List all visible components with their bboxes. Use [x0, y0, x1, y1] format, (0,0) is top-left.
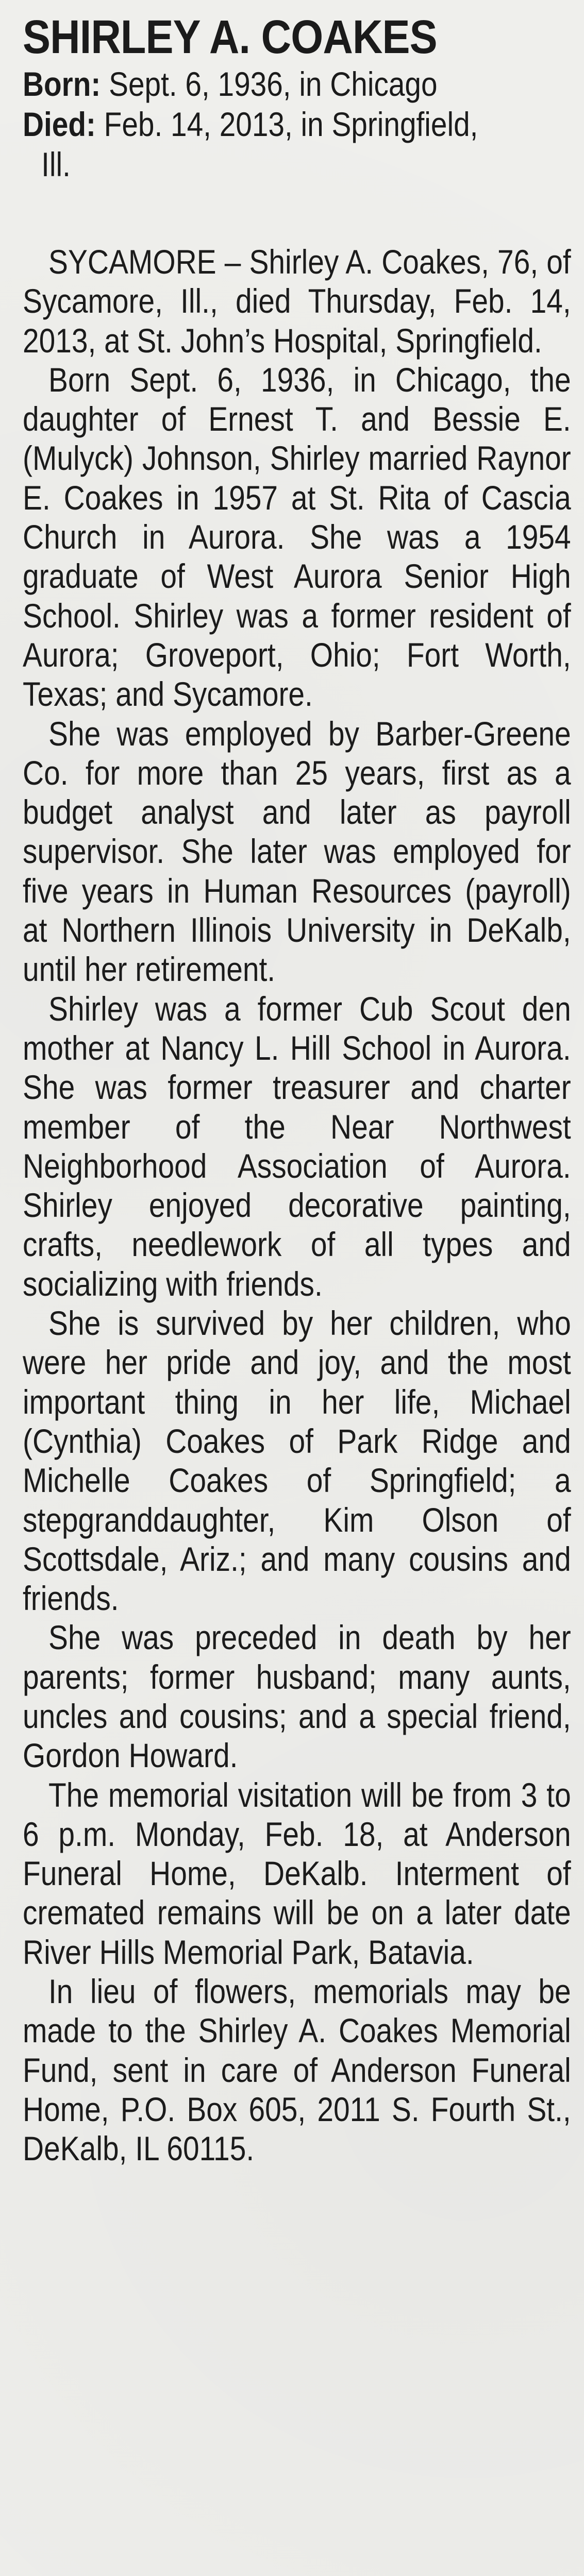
died-value: Feb. 14, 2013, in Springfield,	[104, 105, 478, 143]
obituary-body	[23, 242, 571, 2168]
born-label: Born:	[23, 65, 101, 103]
paragraph-death-notice: SYCAMORE – Shirley A. Coakes, 76, of Sycamore, Ill., died Thursday, Feb. 14, 2013, at St. John’s Hospital, Springfield.	[23, 243, 571, 360]
died-line	[23, 104, 562, 184]
born-line	[23, 64, 562, 104]
obituary-headline: SHIRLEY A. COAKES	[23, 11, 437, 63]
paragraph-employment: She was employed by Barber-Greene Co. for more than 25 years, first as a budget analyst and later as payroll supervisor. She later was employed for five years in Human Resources (payroll) at Northern Illinois University in DeKalb, until her retirement.	[23, 714, 571, 989]
paragraph-preceded: She was preceded in death by her parents; former husband; many aunts, uncles and cousins; and a special friend, Gordon Howard.	[23, 1618, 571, 1775]
paragraph-memorials: In lieu of flowers, memorials may be made to the Shirley A. Coakes Memorial Fund, sent in care of Anderson Funeral Home, P.O. Box 605, 2011 S. Fourth St., DeKalb, IL 60115.	[23, 1972, 571, 2168]
born-value: Sept. 6, 1936, in Chicago	[109, 65, 438, 103]
paragraph-survivors: She is survived by her children, who were her pride and joy, and the most important thing in her life, Michael (Cynthia) Coakes of Park Ridge and Michelle Coakes of Springfield; a stepgranddaughter, Kim Olson of Scottsdale, Ariz.; and many cousins and friends.	[23, 1304, 571, 1618]
paragraph-community: Shirley was a former Cub Scout den mother at Nancy L. Hill School in Aurora. She was former treasurer and charter member of the Near Northwest Neighborhood Association of Aurora. Shirley enjoyed decorative painting, crafts, needlework of all types and socializing with friends.	[23, 989, 571, 1303]
paragraph-visitation: The memorial visitation will be from 3 to 6 p.m. Monday, Feb. 18, at Anderson Funeral Home, DeKalb. Interment of cremated remains will be on a later date River Hills Memorial Park, Batavia.	[23, 1775, 571, 1971]
paragraph-biography: Born Sept. 6, 1936, in Chicago, the daughter of Ernest T. and Bessie E. (Mulyck) Johnson, Shirley married Raynor E. Coakes in 1957 at St. Rita of Cascia Church in Aurora. She was a 1954 graduate of West Aurora Senior High School. Shirley was a former resident of Aurora; Groveport, Ohio; Fort Worth, Texas; and Sycamore.	[23, 360, 571, 714]
died-label: Died:	[23, 105, 96, 143]
died-value-continued: Ill.	[41, 145, 71, 183]
